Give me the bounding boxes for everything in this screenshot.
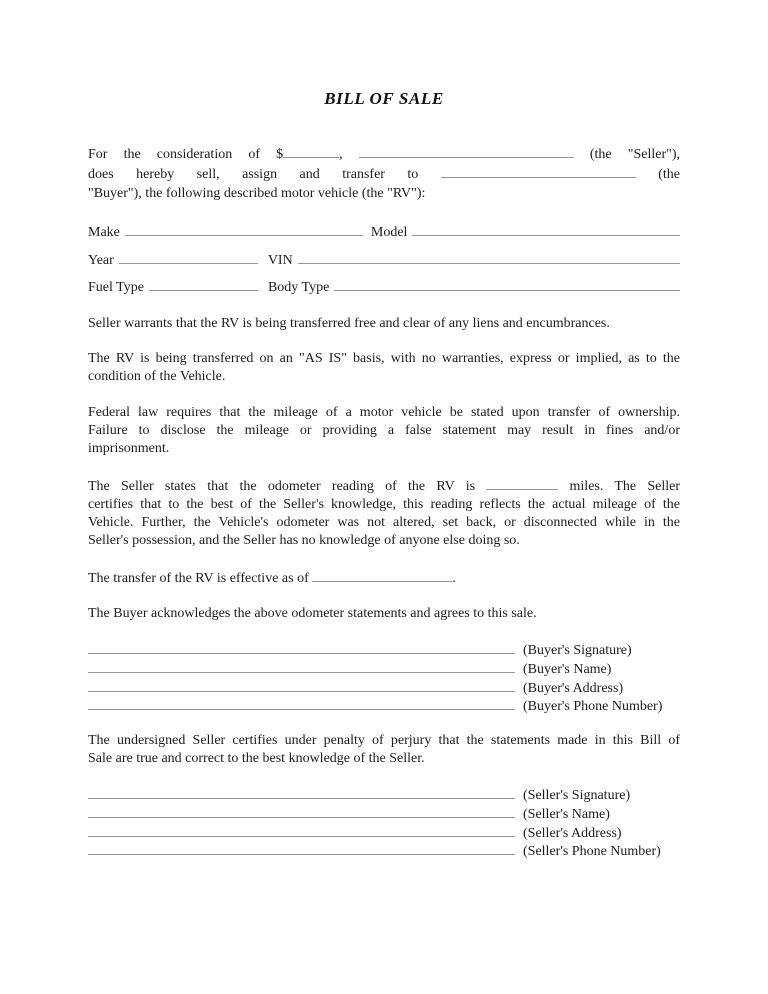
buyer-phone-row — [88, 696, 680, 715]
effective-date-text: The transfer of the RV is effective as of — [88, 570, 313, 586]
buyer-name-row — [88, 659, 680, 678]
effective-date-period: . — [452, 570, 456, 586]
odometer-text-after: miles. The Seller — [558, 478, 680, 494]
seller-certification-line-1: The undersigned Seller certifies under penalty of perjury that the statements made in this Bill of — [88, 732, 680, 748]
intro-text-seller: (the "Seller"), — [573, 147, 681, 162]
seller-signature-row — [88, 785, 680, 804]
buyer-signature-block — [88, 640, 680, 714]
intro-text-transfer: does hereby sell, assign and transfer to — [88, 167, 441, 183]
odometer-text-before: The Seller states that the odometer reading of the RV is — [88, 478, 487, 494]
buyer-printed-name-field[interactable] — [88, 659, 515, 673]
buyer-phone-label: (Buyer's Phone Number) — [523, 699, 663, 715]
buyer-name-field[interactable] — [441, 164, 636, 178]
buyer-signature-field[interactable] — [88, 640, 515, 654]
vin-label: VIN — [267, 252, 293, 268]
buyer-signature-label: (Buyer's Signature) — [523, 643, 632, 659]
fuel-type-label: Fuel Type — [88, 280, 144, 296]
buyer-address-label: (Buyer's Address) — [523, 680, 624, 696]
federal-law-paragraph — [88, 404, 680, 459]
model-label: Model — [370, 224, 408, 240]
as-is-paragraph — [88, 350, 680, 387]
buyer-name-label: (Buyer's Name) — [523, 661, 612, 677]
odometer-paragraph — [88, 476, 680, 551]
field-row-year-vin — [88, 250, 680, 270]
year-label: Year — [88, 252, 114, 268]
make-label: Make — [88, 224, 120, 240]
buyer-acknowledgement-paragraph: The Buyer acknowledges the above odometer statements and agrees to this sale. — [88, 606, 537, 622]
vehicle-fields-section — [88, 222, 680, 298]
intro-text-consideration: For the consideration of $ — [88, 147, 284, 162]
seller-phone-label: (Seller's Phone Number) — [523, 844, 661, 860]
model-field[interactable] — [412, 222, 680, 236]
buyer-address-row — [88, 678, 680, 697]
federal-law-line-1: Federal law requires that the mileage of a motor vehicle be stated upon transfer of ownership. — [88, 404, 680, 420]
seller-certification-line-2: Sale are true and correct to the best knowledge of the Seller. — [88, 751, 425, 767]
buyer-phone-field[interactable] — [88, 696, 515, 710]
year-field[interactable] — [119, 250, 258, 264]
field-row-make-model — [88, 222, 680, 242]
seller-address-field[interactable] — [88, 823, 515, 837]
make-field[interactable] — [125, 222, 363, 236]
intro-text-comma: , — [339, 147, 359, 162]
body-type-field[interactable] — [334, 277, 680, 291]
page-title: BILL OF SALE — [324, 89, 444, 108]
seller-name-row — [88, 804, 680, 823]
body-type-label: Body Type — [267, 280, 330, 296]
buyer-address-field[interactable] — [88, 678, 515, 692]
intro-text-the: (the — [635, 167, 680, 183]
intro-paragraph — [88, 144, 680, 203]
odometer-miles-field[interactable] — [486, 476, 558, 490]
odometer-line-2: certifies that to the best of the Seller's knowledge, this reading reflects the actual mileage of the — [88, 496, 680, 512]
seller-phone-field[interactable] — [88, 841, 515, 855]
odometer-line-4: Seller's possession, and the Seller has no knowledge of anyone else doing so. — [88, 533, 520, 549]
as-is-line-2: condition of the Vehicle. — [88, 369, 226, 385]
federal-law-line-3: imprisonment. — [88, 441, 170, 457]
seller-address-label: (Seller's Address) — [523, 825, 622, 841]
seller-address-row — [88, 823, 680, 842]
seller-name-field[interactable] — [359, 144, 574, 158]
effective-date-field[interactable] — [312, 568, 452, 582]
consideration-amount-field[interactable] — [283, 144, 339, 158]
vin-field[interactable] — [298, 250, 680, 264]
intro-line-1 — [88, 144, 680, 164]
seller-signature-field[interactable] — [88, 785, 515, 799]
seller-printed-name-field[interactable] — [88, 804, 515, 818]
as-is-line-1: The RV is being transferred on an "AS IS" basis, with no warranties, express or implied, as to the — [88, 351, 680, 367]
seller-phone-row — [88, 841, 680, 860]
seller-signature-block — [88, 785, 680, 859]
buyer-signature-row — [88, 640, 680, 659]
effective-date-paragraph — [88, 568, 680, 588]
field-row-fuel-body — [88, 277, 680, 297]
odometer-line-3: Vehicle. Further, the Vehicle's odometer was not altered, set back, or disconnected while in the — [88, 515, 680, 531]
odometer-line-1 — [88, 476, 680, 496]
intro-line-3: "Buyer"), the following described motor vehicle (the "RV"): — [88, 185, 426, 201]
seller-signature-label: (Seller's Signature) — [523, 788, 631, 804]
seller-certification-paragraph — [88, 732, 680, 769]
federal-law-line-2: Failure to disclose the mileage or providing a false statement may result in fines and/or — [88, 422, 680, 438]
intro-line-2 — [88, 164, 680, 184]
fuel-type-field[interactable] — [149, 277, 258, 291]
warranty-paragraph: Seller warrants that the RV is being transferred free and clear of any liens and encumbrances. — [88, 315, 610, 331]
seller-name-label: (Seller's Name) — [523, 806, 610, 822]
